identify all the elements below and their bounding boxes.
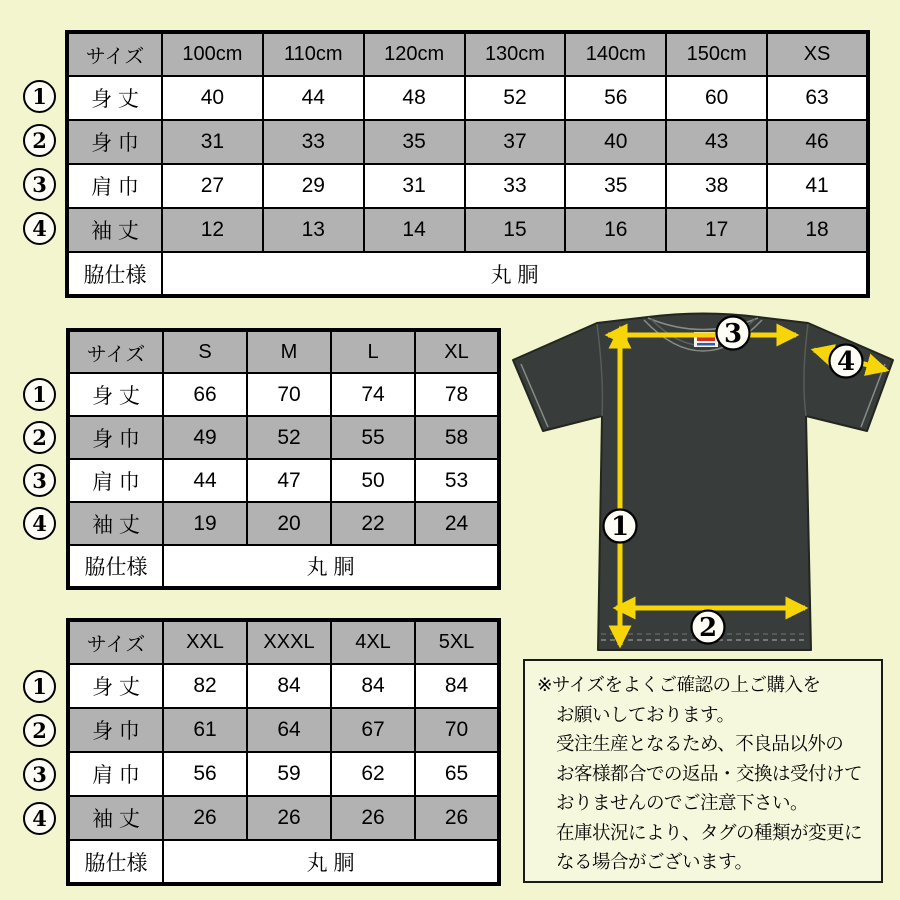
value-cell: 20 [247,502,331,545]
circled-number-1: 1 [23,80,56,113]
table-row [68,708,499,752]
measure-label: 身 丈 [67,76,162,120]
value-cell: 84 [331,664,415,708]
value-cell: 26 [163,796,247,840]
measure-label: 袖 丈 [67,208,162,252]
value-cell: 52 [247,416,331,459]
column-header: XXXL [247,620,331,664]
column-header: L [331,330,415,373]
circled-number-1: 1 [23,378,56,411]
value-cell: 13 [263,208,364,252]
value-cell: 26 [331,796,415,840]
column-header: 120cm [364,32,465,76]
measure-label: 袖 丈 [68,796,163,840]
value-cell: 31 [162,120,263,164]
value-cell: 40 [565,120,666,164]
note-line: ※サイズをよくご確認の上ご購入を [537,674,821,695]
table-footer-row [68,840,499,884]
value-cell: 74 [331,373,415,416]
value-cell: 37 [465,120,566,164]
value-cell: 82 [163,664,247,708]
circled-number-2: 2 [23,421,56,454]
value-cell: 49 [163,416,247,459]
column-header: 100cm [162,32,263,76]
value-cell: 12 [162,208,263,252]
table-row [68,373,499,416]
size-table-kids [65,30,870,298]
circled-number-2: 2 [23,714,56,747]
value-cell: 70 [247,373,331,416]
column-header: 150cm [666,32,767,76]
measure-label: 袖 丈 [68,502,163,545]
circled-number-3: 3 [23,168,56,201]
column-header: XL [415,330,499,373]
measure-label: 身 丈 [68,664,163,708]
value-cell: 55 [331,416,415,459]
table-row [67,76,868,120]
value-cell: 66 [163,373,247,416]
side-spec-value: 丸 胴 [163,840,499,884]
value-cell: 33 [263,120,364,164]
column-header: M [247,330,331,373]
circle-2-label: 2 [698,613,718,643]
value-cell: 50 [331,459,415,502]
value-cell: 22 [331,502,415,545]
value-cell: 59 [247,752,331,796]
note-line: なる場合がございます。 [556,851,753,872]
value-cell: 61 [163,708,247,752]
column-header: 140cm [565,32,666,76]
value-cell: 14 [364,208,465,252]
circle-4-label: 4 [836,347,856,377]
tshirt-measure-diagram [505,310,900,658]
circled-number-3: 3 [23,464,56,497]
value-cell: 60 [666,76,767,120]
table-row [68,416,499,459]
table-header-row [67,32,868,76]
value-cell: 41 [767,164,868,208]
value-cell: 26 [247,796,331,840]
side-spec-value: 丸 胴 [163,545,499,588]
value-cell: 19 [163,502,247,545]
side-spec-label: 脇仕様 [67,252,162,296]
value-cell: 38 [666,164,767,208]
value-cell: 33 [465,164,566,208]
circled-number-4: 4 [23,212,56,245]
value-cell: 44 [263,76,364,120]
value-cell: 56 [565,76,666,120]
column-header: 4XL [331,620,415,664]
measure-label: 身 丈 [68,373,163,416]
value-cell: 44 [163,459,247,502]
value-cell: 48 [364,76,465,120]
value-cell: 17 [666,208,767,252]
table-footer-row [68,545,499,588]
table-row [67,208,868,252]
value-cell: 63 [767,76,868,120]
column-header: S [163,330,247,373]
table-header-row [68,620,499,664]
value-cell: 16 [565,208,666,252]
value-cell: 18 [767,208,868,252]
measure-label: 肩 巾 [68,459,163,502]
size-table-adult [66,328,501,590]
value-cell: 67 [331,708,415,752]
table-row [67,164,868,208]
circled-number-4: 4 [23,802,56,835]
note-line: 受注生産となるため、不良品以外の [556,733,844,754]
measure-label: 身 巾 [68,708,163,752]
table-row [68,459,499,502]
tshirt-svg [505,310,900,658]
table-row [68,796,499,840]
value-cell: 26 [415,796,499,840]
value-cell: 47 [247,459,331,502]
table-header-row [68,330,499,373]
size-header-cell: サイズ [67,32,162,76]
size-table-big [66,618,501,886]
side-spec-label: 脇仕様 [68,840,163,884]
circled-number-2: 2 [23,124,56,157]
measure-label: 身 巾 [67,120,162,164]
column-header: XXL [163,620,247,664]
value-cell: 24 [415,502,499,545]
value-cell: 46 [767,120,868,164]
table-row [68,502,499,545]
value-cell: 35 [364,120,465,164]
column-header: 130cm [465,32,566,76]
note-line: 在庫状況により、タグの種類が変更に [556,821,863,843]
value-cell: 29 [263,164,364,208]
value-cell: 31 [364,164,465,208]
note-line: お願いしております。 [556,703,735,725]
measure-label: 肩 巾 [68,752,163,796]
table-row [67,120,868,164]
measure-label: 身 巾 [68,416,163,459]
table-row [68,664,499,708]
size-header-cell: サイズ [68,620,163,664]
circled-number-1: 1 [23,670,56,703]
column-header: XS [767,32,868,76]
value-cell: 58 [415,416,499,459]
value-cell: 43 [666,120,767,164]
column-header: 5XL [415,620,499,664]
measure-label: 肩 巾 [67,164,162,208]
side-spec-value: 丸 胴 [162,252,868,296]
circled-number-3: 3 [23,758,56,791]
side-spec-label: 脇仕様 [68,545,163,588]
note-line: お客様都合での返品・交換は受付けて [556,762,863,784]
purchase-note [523,659,883,883]
value-cell: 27 [162,164,263,208]
value-cell: 15 [465,208,566,252]
value-cell: 35 [565,164,666,208]
value-cell: 84 [247,664,331,708]
column-header: 110cm [263,32,364,76]
value-cell: 56 [163,752,247,796]
circle-1-label: 1 [610,512,630,542]
circle-3-label: 3 [723,319,743,349]
value-cell: 53 [415,459,499,502]
note-line: おりませんのでご注意下さい。 [556,792,809,813]
value-cell: 70 [415,708,499,752]
value-cell: 78 [415,373,499,416]
value-cell: 84 [415,664,499,708]
size-header-cell: サイズ [68,330,163,373]
table-row [68,752,499,796]
value-cell: 52 [465,76,566,120]
value-cell: 40 [162,76,263,120]
table-footer-row [67,252,868,296]
value-cell: 64 [247,708,331,752]
value-cell: 62 [331,752,415,796]
circled-number-4: 4 [23,507,56,540]
value-cell: 65 [415,752,499,796]
